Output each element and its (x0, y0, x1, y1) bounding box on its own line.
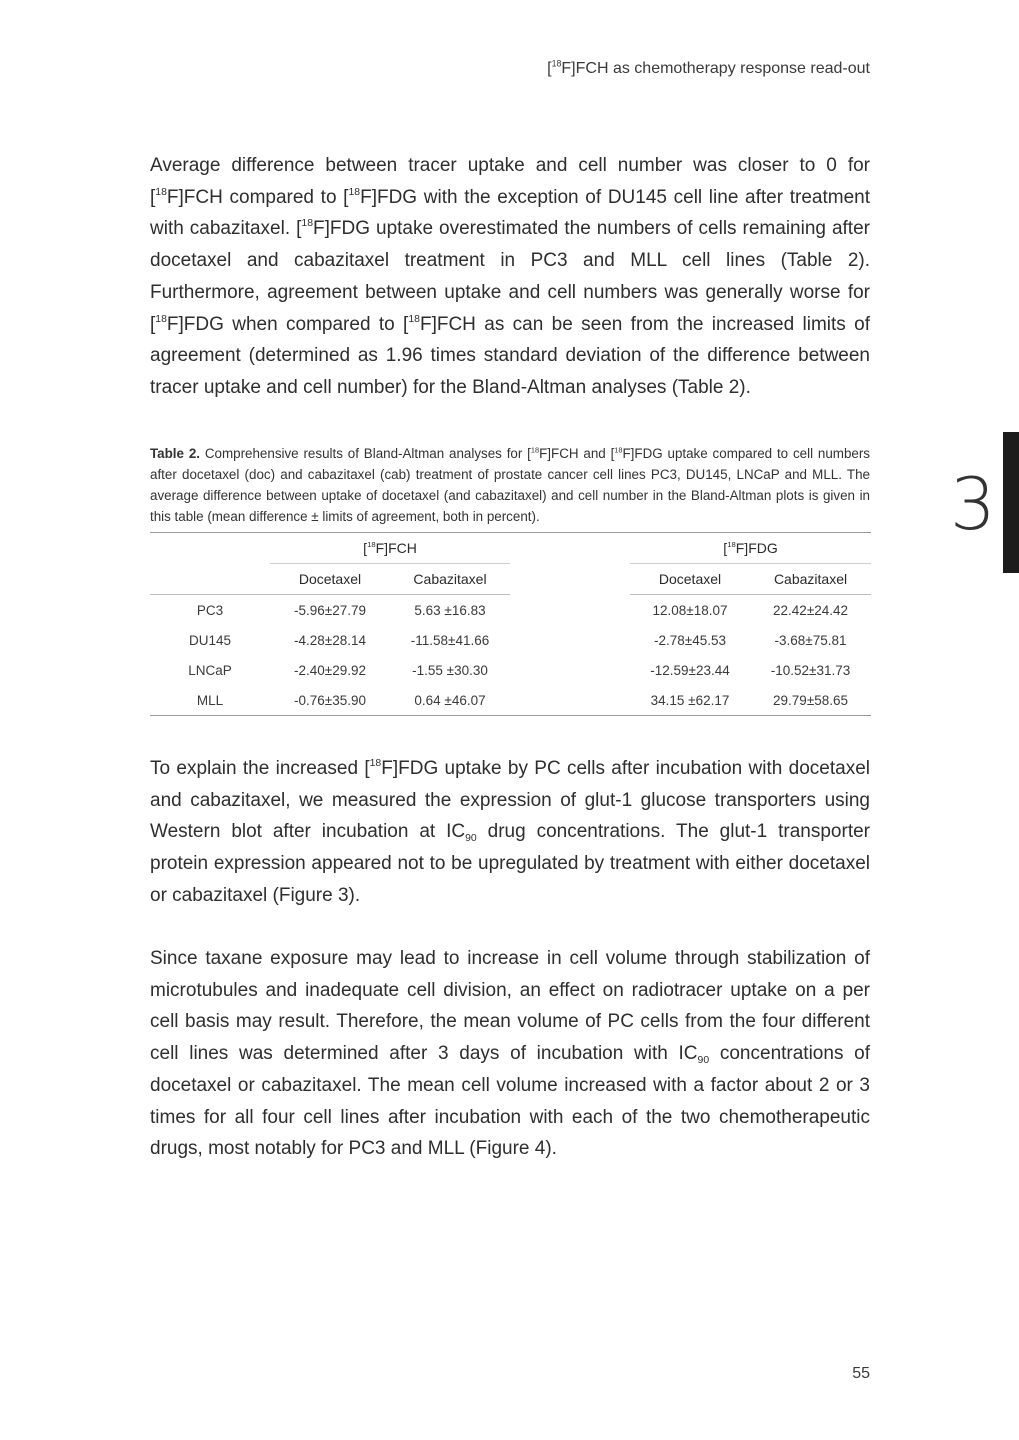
subheader-fch-cabazitaxel: Cabazitaxel (390, 564, 510, 595)
cell-fdg-doc: -2.78±45.53 (654, 632, 726, 648)
body-paragraph-1: Average difference between tracer uptake and cell number was closer to 0 for [$^{18}$F]FCH compared to [$^{18}$F]FDG with the exception of DU145 cell line after treatment with cabazitaxel. [$^{18}$F]FDG uptake overestimated the numbers of cells remaining after docetaxel and cabazitaxel treatment in PC3 and MLL cell lines (Table 2). Furthermore, agreement between uptake and cell numbers was generally worse for [$^{18}$F]FDG when compared to [$^{18}$F]FCH as can be seen from the increased limits of agreement (determined as 1.96 times standard deviation of the difference between tracer uptake and cell number) for the Bland-Altman analyses (Table 2). (150, 155, 870, 398)
row-label: DU145 (188, 632, 232, 648)
cell-fdg-cab: -3.68±75.81 (774, 632, 847, 648)
spacer-cell (510, 655, 630, 685)
cell-fch-doc: -0.76±35.90 (270, 685, 390, 716)
table-row (150, 595, 871, 626)
cell-fch-doc: -2.40±29.92 (294, 662, 366, 678)
cell-fch-cab: -11.58±41.66 (410, 632, 490, 648)
caption-label: Table 2. (150, 446, 200, 461)
running-header: [$^{18}$F]FCH as chemotherapy response read-out (547, 58, 870, 77)
cell-fdg-cab: 29.79±58.65 (750, 685, 871, 716)
subheader-fch-docetaxel: Docetaxel (270, 564, 390, 595)
chapter-tab-marker (1003, 432, 1019, 573)
cell-fch-doc: -5.96±27.79 (294, 602, 366, 618)
cell-fch-cab: -1.55 ±30.30 (412, 662, 488, 678)
spacer-header-cell (510, 533, 630, 564)
group-header-fch: [$^{18}$F]FCH (270, 533, 510, 564)
table-row (150, 685, 871, 716)
row-label: LNCaP (188, 662, 232, 678)
empty-subheader-cell (150, 564, 270, 595)
results-table (150, 532, 871, 716)
row-label: MLL (150, 685, 270, 716)
body-paragraph-3: Since taxane exposure may lead to increase in cell volume through stabilization of microtubules and inadequate cell division, an effect on radiotracer uptake on a per cell basis may result. Therefore, the mean volume of PC cells from the four different cell lines was determined after 3 days of incubation with $IC_{90}$ concentrations of docetaxel or cabazitaxel. The mean cell volume increased with a factor about 2 or 3 times for all four cell lines after incubation with each of the two chemotherapeutic drugs, most notably for PC3 and MLL (Figure 4). (150, 948, 870, 1160)
spacer-cell (510, 685, 630, 716)
row-label: PC3 (196, 602, 224, 618)
page-number: 55 (852, 1365, 870, 1382)
spacer-cell (510, 625, 630, 655)
cell-fdg-cab: -10.52±31.73 (770, 662, 851, 678)
cell-fdg-doc: -12.59±23.44 (650, 662, 730, 678)
cell-fdg-doc: 34.15 ±62.17 (630, 685, 750, 716)
empty-header-cell (150, 533, 270, 564)
body-paragraph-2: To explain the increased [$^{18}$F]FDG uptake by PC cells after incubation with docetaxel and cabazitaxel, we measured the expression of glut-1 glucose transporters using Western blot after incubation at $IC_{90}$ drug concentrations. The glut-1 transporter protein expression appeared not to be upregulated by treatment with either docetaxel or cabazitaxel (Figure 3). (150, 758, 870, 906)
cell-fch-doc: -4.28±28.14 (294, 632, 366, 648)
cell-fdg-cab: 22.42±24.42 (773, 602, 849, 618)
subheader-fdg-cabazitaxel: Cabazitaxel (750, 564, 871, 595)
spacer-subheader-cell (510, 564, 630, 595)
table-row (150, 655, 871, 685)
cell-fch-cab: 0.64 ±46.07 (390, 685, 510, 716)
chapter-number: 3 (950, 462, 996, 546)
subheader-fdg-docetaxel: Docetaxel (630, 564, 750, 595)
table-row (150, 625, 871, 655)
cell-fdg-doc: 12.08±18.07 (652, 602, 728, 618)
spacer-cell (510, 595, 630, 626)
cell-fch-cab: 5.63 ±16.83 (414, 602, 486, 618)
table-caption: Table 2. Comprehensive results of Bland-Altman analyses for [$^{18}$F]FCH and [$^{18}$F]FDG uptake compared to cell numbers after docetaxel (doc) and cabazitaxel (cab) treatment of prostate cancer cell lines PC3, DU145, LNCaP and MLL. The average difference between uptake of docetaxel (and cabazitaxel) and cell number in the Bland-Altman plots is given in this table (mean difference ± limits of agreement, both in percent). (150, 445, 871, 524)
group-header-fdg: [$^{18}$F]FDG (630, 533, 871, 564)
